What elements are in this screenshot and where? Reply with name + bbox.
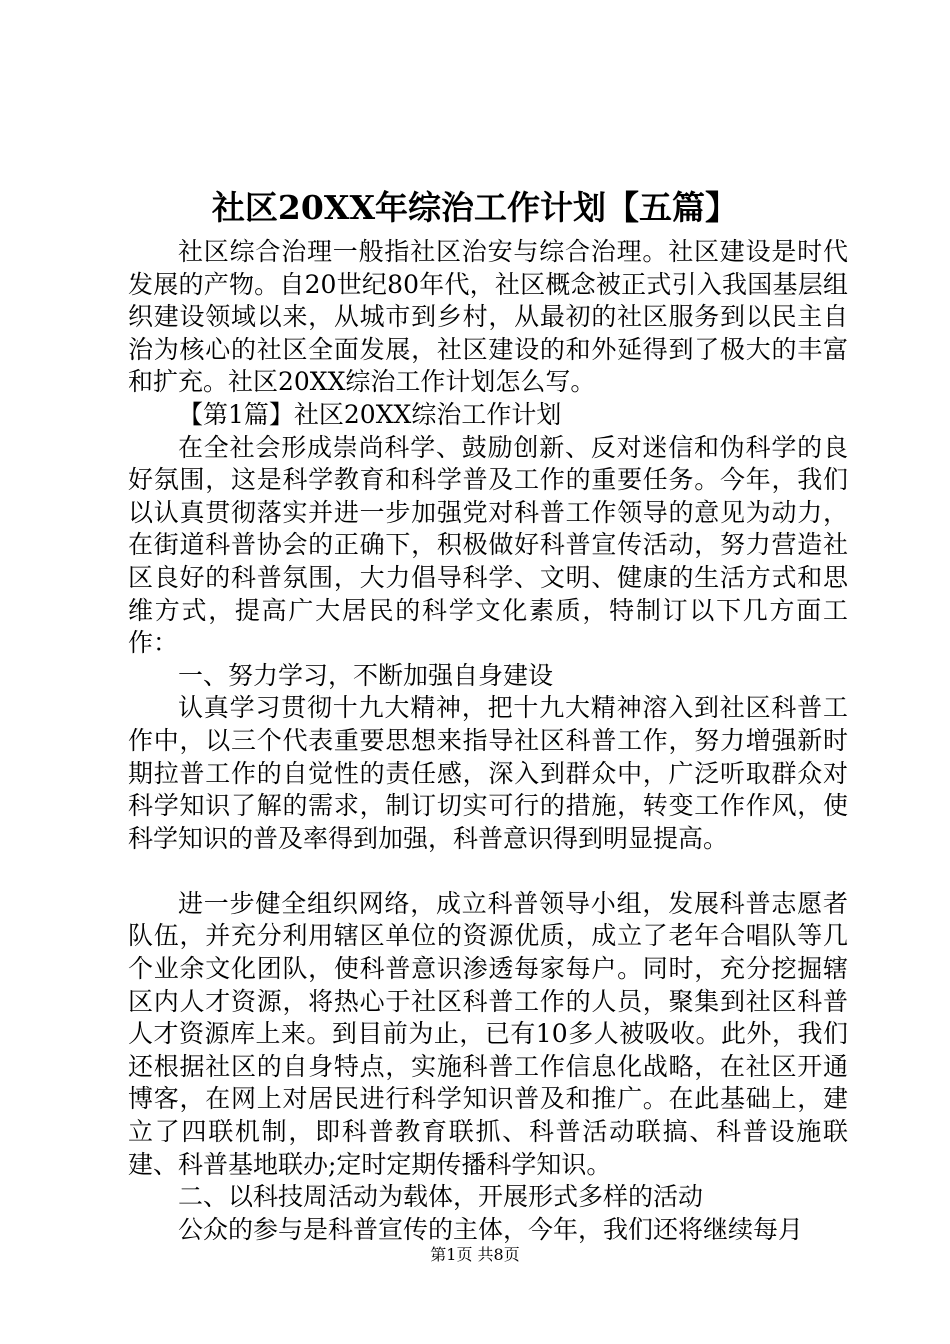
section-heading-1: 一、努力学习，不断加强自身建设 [178,660,554,690]
section-heading-2: 二、以科技周活动为载体，开展形式多样的活动 [178,1182,704,1212]
document-body [128,236,848,1246]
page-footer: 第1页 共8页 [430,1245,520,1264]
paragraph-part-1-intro: 在全社会形成崇尚科学、鼓励创新、反对迷信和伪科学的良好氛围，这是科学教育和科学普及工作的重要任务。今年，我们以认真贯彻落实并进一步加强党对科普工作领导的意见为动力，在街道科普协会的正确下，积极做好科普宣传活动，努力营造社区良好的科普氛围，大力倡导科学、文明、健康的生活方式和思维方式，提高广大居民的科学文化素质，特制订以下几方面工作： [128,432,848,658]
paragraph-intro: 社区综合治理一般指社区治安与综合治理。社区建设是时代发展的产物。自20世纪80年代，社区概念被正式引入我国基层组织建设领域以来，从城市到乡村，从最初的社区服务到以民主自治为核心的社区全面发展，社区建设的和外延得到了极大的丰富和扩充。社区20XX综治工作计划怎么写。 [128,237,848,397]
document-title: 社区20XX年综治工作计划【五篇】 [211,188,739,227]
paragraph-public-participation: 公众的参与是科普宣传的主体，今年，我们还将继续每月 [178,1214,804,1244]
paragraph-organization: 进一步健全组织网络，成立科普领导小组，发展科普志愿者队伍，并充分利用辖区单位的资源优质，成立了老年合唱队等几个业余文化团队，使科普意识渗透每家每户。同时，充分挖掘辖区内人才资源，将热心于社区科普工作的人员，聚集到社区科普人才资源库上来。到目前为止，已有10多人被吸收。此外，我们还根据社区的自身特点，实施科普工作信息化战略，在社区开通博客，在网上对居民进行科学知识普及和推广。在此基础上，建立了四联机制，即科普教育联抓、科普活动联搞、科普设施联建、科普基地联办;定时定期传播科学知识。 [128,888,848,1179]
paragraph-gap [128,855,848,888]
paragraph-study: 认真学习贯彻十九大精神，把十九大精神溶入到社区科普工作中，以三个代表重要思想来指导社区科普工作，努力增强新时期拉普工作的自觉性的责任感，深入到群众中，广泛听取群众对科学知识了解的需求，制订切实可行的措施，转变工作作风，使科学知识的普及率得到加强，科普意识得到明显提高。 [128,693,848,853]
section-heading-part-1: 【第1篇】社区20XX综治工作计划 [178,399,562,429]
